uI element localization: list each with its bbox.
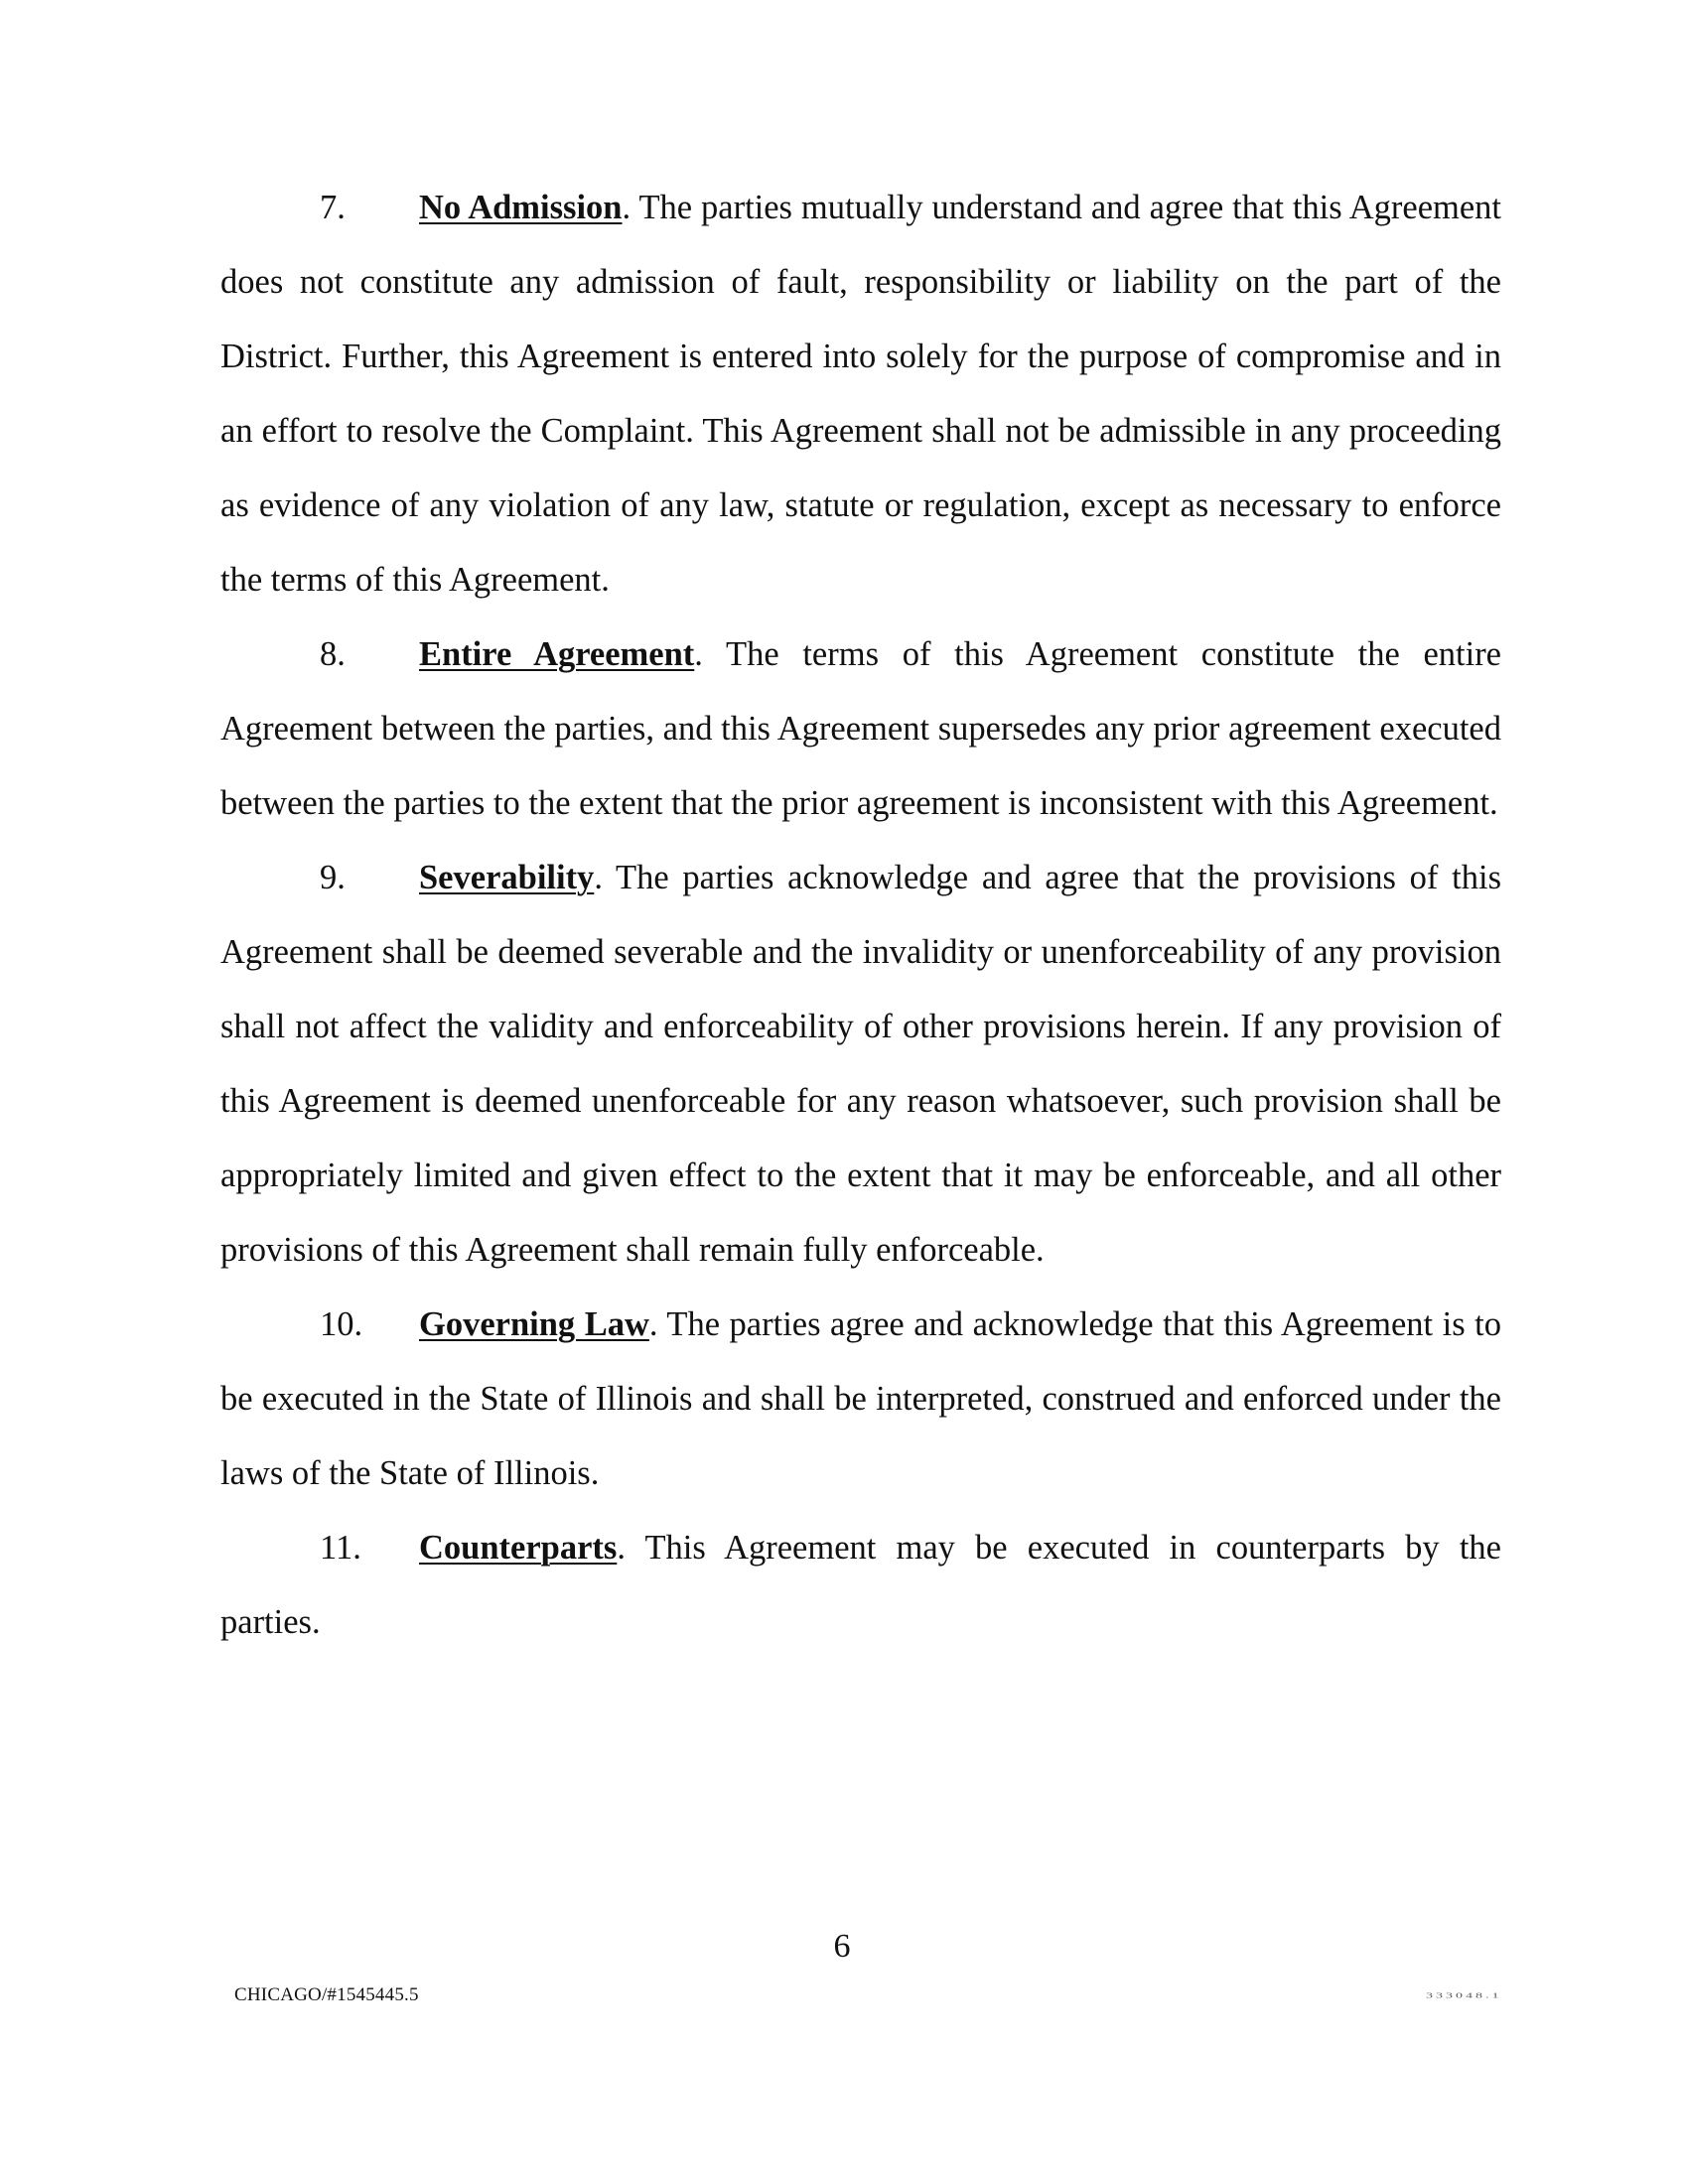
clause-heading: Governing Law [419, 1305, 649, 1343]
clause-heading: Severability [419, 859, 595, 896]
clause-text: . The parties agree and acknowledge that this Agreement is to be executed in the State of Illinois and shall be interpreted, construed and enforced under the laws of the State of Illinois. [220, 1305, 1501, 1492]
clause-number: 8. [320, 635, 346, 673]
clause-counterparts [220, 1511, 1501, 1660]
clause-number: 7. [320, 189, 346, 226]
clause-heading: Entire Agreement [419, 635, 695, 673]
clause-entire-agreement [220, 617, 1501, 841]
clause-text: . The terms of this Agreement constitute the entire Agreement between the parties, and this Agreement supersedes any prior agreement executed between the parties to the extent that the prior agreement is inconsistent with this Agreement. [220, 635, 1501, 822]
clause-number: 9. [320, 859, 346, 896]
clause-severability [220, 841, 1501, 1288]
clause-governing-law [220, 1288, 1501, 1511]
clause-number: 10. [320, 1305, 363, 1343]
clause-text: . This Agreement may be executed in counterparts by the parties. [220, 1529, 1501, 1641]
agreement-body [220, 171, 1501, 1660]
clause-text: . The parties mutually understand and agree that this Agreement does not constitute any admission of fault, responsibility or liability on the part of the District. Further, this Agreement is entered into solely for the purpose of compromise and in an effort to resolve the Complaint. This Agreement shall not be admissible in any proceeding as evidence of any violation of any law, statute or regulation, except as necessary to enforce the terms of this Agreement. [220, 189, 1501, 599]
document-id: CHICAGO/#1545445.5 [234, 1984, 419, 2005]
clause-heading: No Admission [419, 189, 623, 226]
clause-no-admission [220, 171, 1501, 617]
clause-heading: Counterparts [419, 1529, 618, 1567]
scan-mark: 333048.1 [1426, 1992, 1502, 2000]
clause-number: 11. [320, 1529, 361, 1567]
clause-text: . The parties acknowledge and agree that the provisions of this Agreement shall be deemed severable and the invalidity or unenforceability of any provision shall not affect the validity and enforceability of other provisions herein. If any provision of this Agreement is deemed unenforceable for any reason whatsoever, such provision shall be appropriately limited and given effect to the extent that it may be enforceable, and all other provisions of this Agreement shall remain fully enforceable. [220, 859, 1501, 1269]
page-number: 6 [833, 1928, 851, 1965]
